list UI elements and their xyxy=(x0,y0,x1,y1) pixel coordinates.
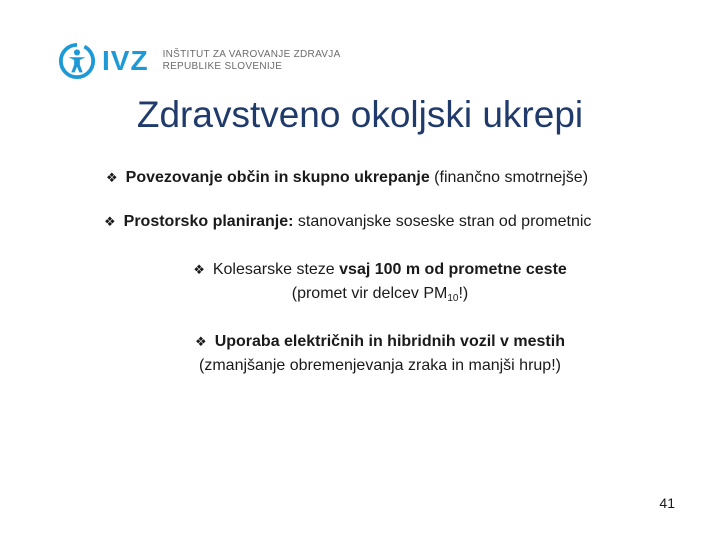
person-in-circle-icon xyxy=(58,42,96,80)
page-number: 41 xyxy=(659,495,675,511)
bullet-item xyxy=(0,330,720,378)
bullet-text: !) xyxy=(458,285,469,302)
subscript: 10 xyxy=(447,293,459,304)
logo-acronym: IVZ xyxy=(102,45,149,76)
slide-title: Zdravstveno okoljski ukrepi xyxy=(136,94,584,135)
bullet-bold-text: vsaj 100 m od prometne ceste xyxy=(339,261,567,278)
bullet-line xyxy=(0,258,720,282)
bullet-bold-text: Povezovanje občin in skupno ukrepanje xyxy=(125,169,430,186)
logo-name-line2: REPUBLIKE SLOVENIJE xyxy=(162,61,283,72)
bullet-text: (promet vir delcev PM xyxy=(291,285,448,302)
ivz-logo xyxy=(58,42,341,80)
bullet-item xyxy=(104,210,591,234)
bullet-bold-text: Uporaba električnih in hibridnih vozil v mestih xyxy=(214,333,565,350)
bullet-text: (finančno smotrnejše) xyxy=(429,169,589,186)
bullet-text: (zmanjšanje obremenjevanja zraka in manjši hrup!) xyxy=(199,357,561,374)
logo-name-line1: INŠTITUT ZA VAROVANJE ZDRAVJA xyxy=(162,49,341,60)
bullet-line xyxy=(0,330,720,354)
bullet-text: stanovanjske soseske stran od prometnic xyxy=(293,213,592,230)
diamond-bullet-icon: ❖ xyxy=(104,214,116,229)
bullet-line xyxy=(0,354,720,378)
bullet-item xyxy=(106,166,588,190)
bullet-text: Kolesarske steze xyxy=(212,261,340,278)
bullet-line xyxy=(0,282,720,311)
bullet-item xyxy=(0,258,720,311)
bullet-bold-text: Prostorsko planiranje: xyxy=(123,213,294,230)
diamond-bullet-icon: ❖ xyxy=(106,170,118,185)
diamond-bullet-icon: ❖ xyxy=(193,262,205,277)
diamond-bullet-icon: ❖ xyxy=(195,334,207,349)
logo-institution-name xyxy=(163,49,341,73)
